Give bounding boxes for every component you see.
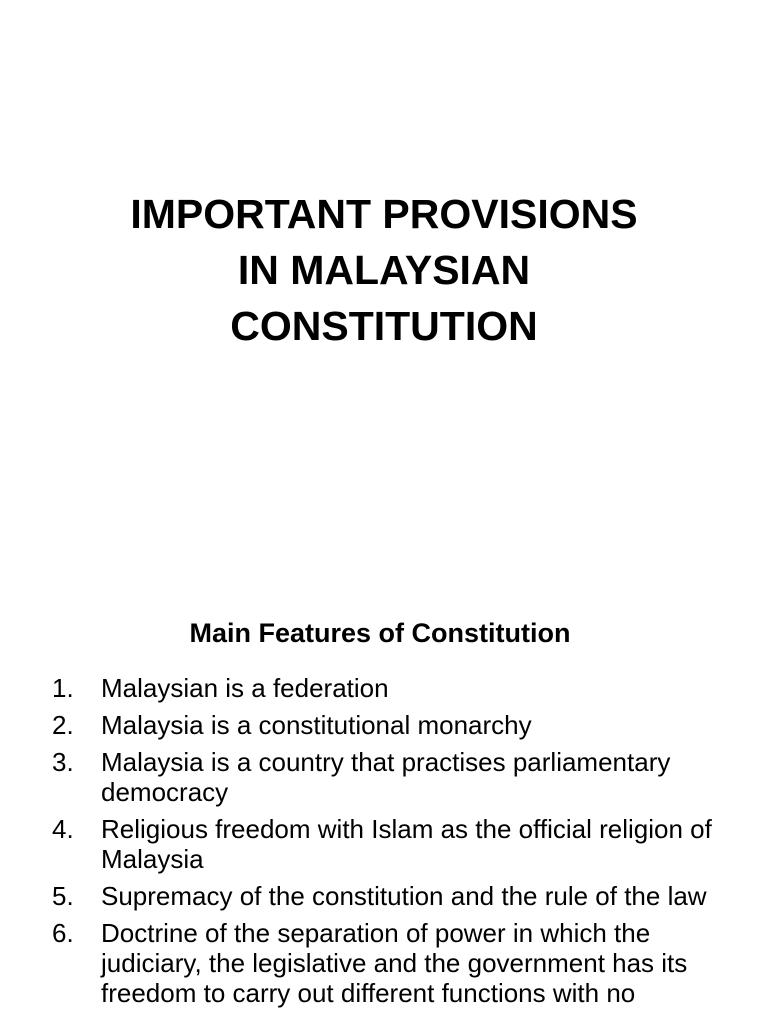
list-item-number: 5. <box>52 881 74 911</box>
list-item <box>52 814 732 874</box>
list-item-text: Malaysia is a constitutional monarchy <box>101 710 532 740</box>
list-item-text: Doctrine of the separation of power in which the judiciary, the legislative and the government has its freedom to carry out different functions with no <box>101 918 688 1008</box>
list-item <box>52 747 732 807</box>
title-line-1: IMPORTANT PROVISIONS <box>130 191 638 237</box>
list-item-number: 3. <box>52 747 74 777</box>
list-item-text: Malaysia is a country that practises parliamentary democracy <box>101 747 671 807</box>
list-item <box>52 918 732 1008</box>
list-item-text: Supremacy of the constitution and the rule of the law <box>101 881 707 911</box>
list-item <box>52 710 732 740</box>
section-heading: Main Features of Constitution <box>189 618 571 648</box>
list-item <box>52 881 732 911</box>
title-line-3: CONSTITUTION <box>230 303 538 349</box>
list-item-number: 2. <box>52 710 74 740</box>
list-item-number: 1. <box>52 673 74 703</box>
list-item-number: 4. <box>52 814 74 844</box>
feature-list <box>52 673 732 1015</box>
list-item-number: 6. <box>52 918 74 948</box>
slide-title <box>0 186 768 354</box>
list-item-text: Malaysian is a federation <box>101 673 389 703</box>
list-item-text: Religious freedom with Islam as the official religion of Malaysia <box>101 814 712 874</box>
title-line-2: IN MALAYSIAN <box>237 247 531 293</box>
list-item <box>52 673 732 703</box>
